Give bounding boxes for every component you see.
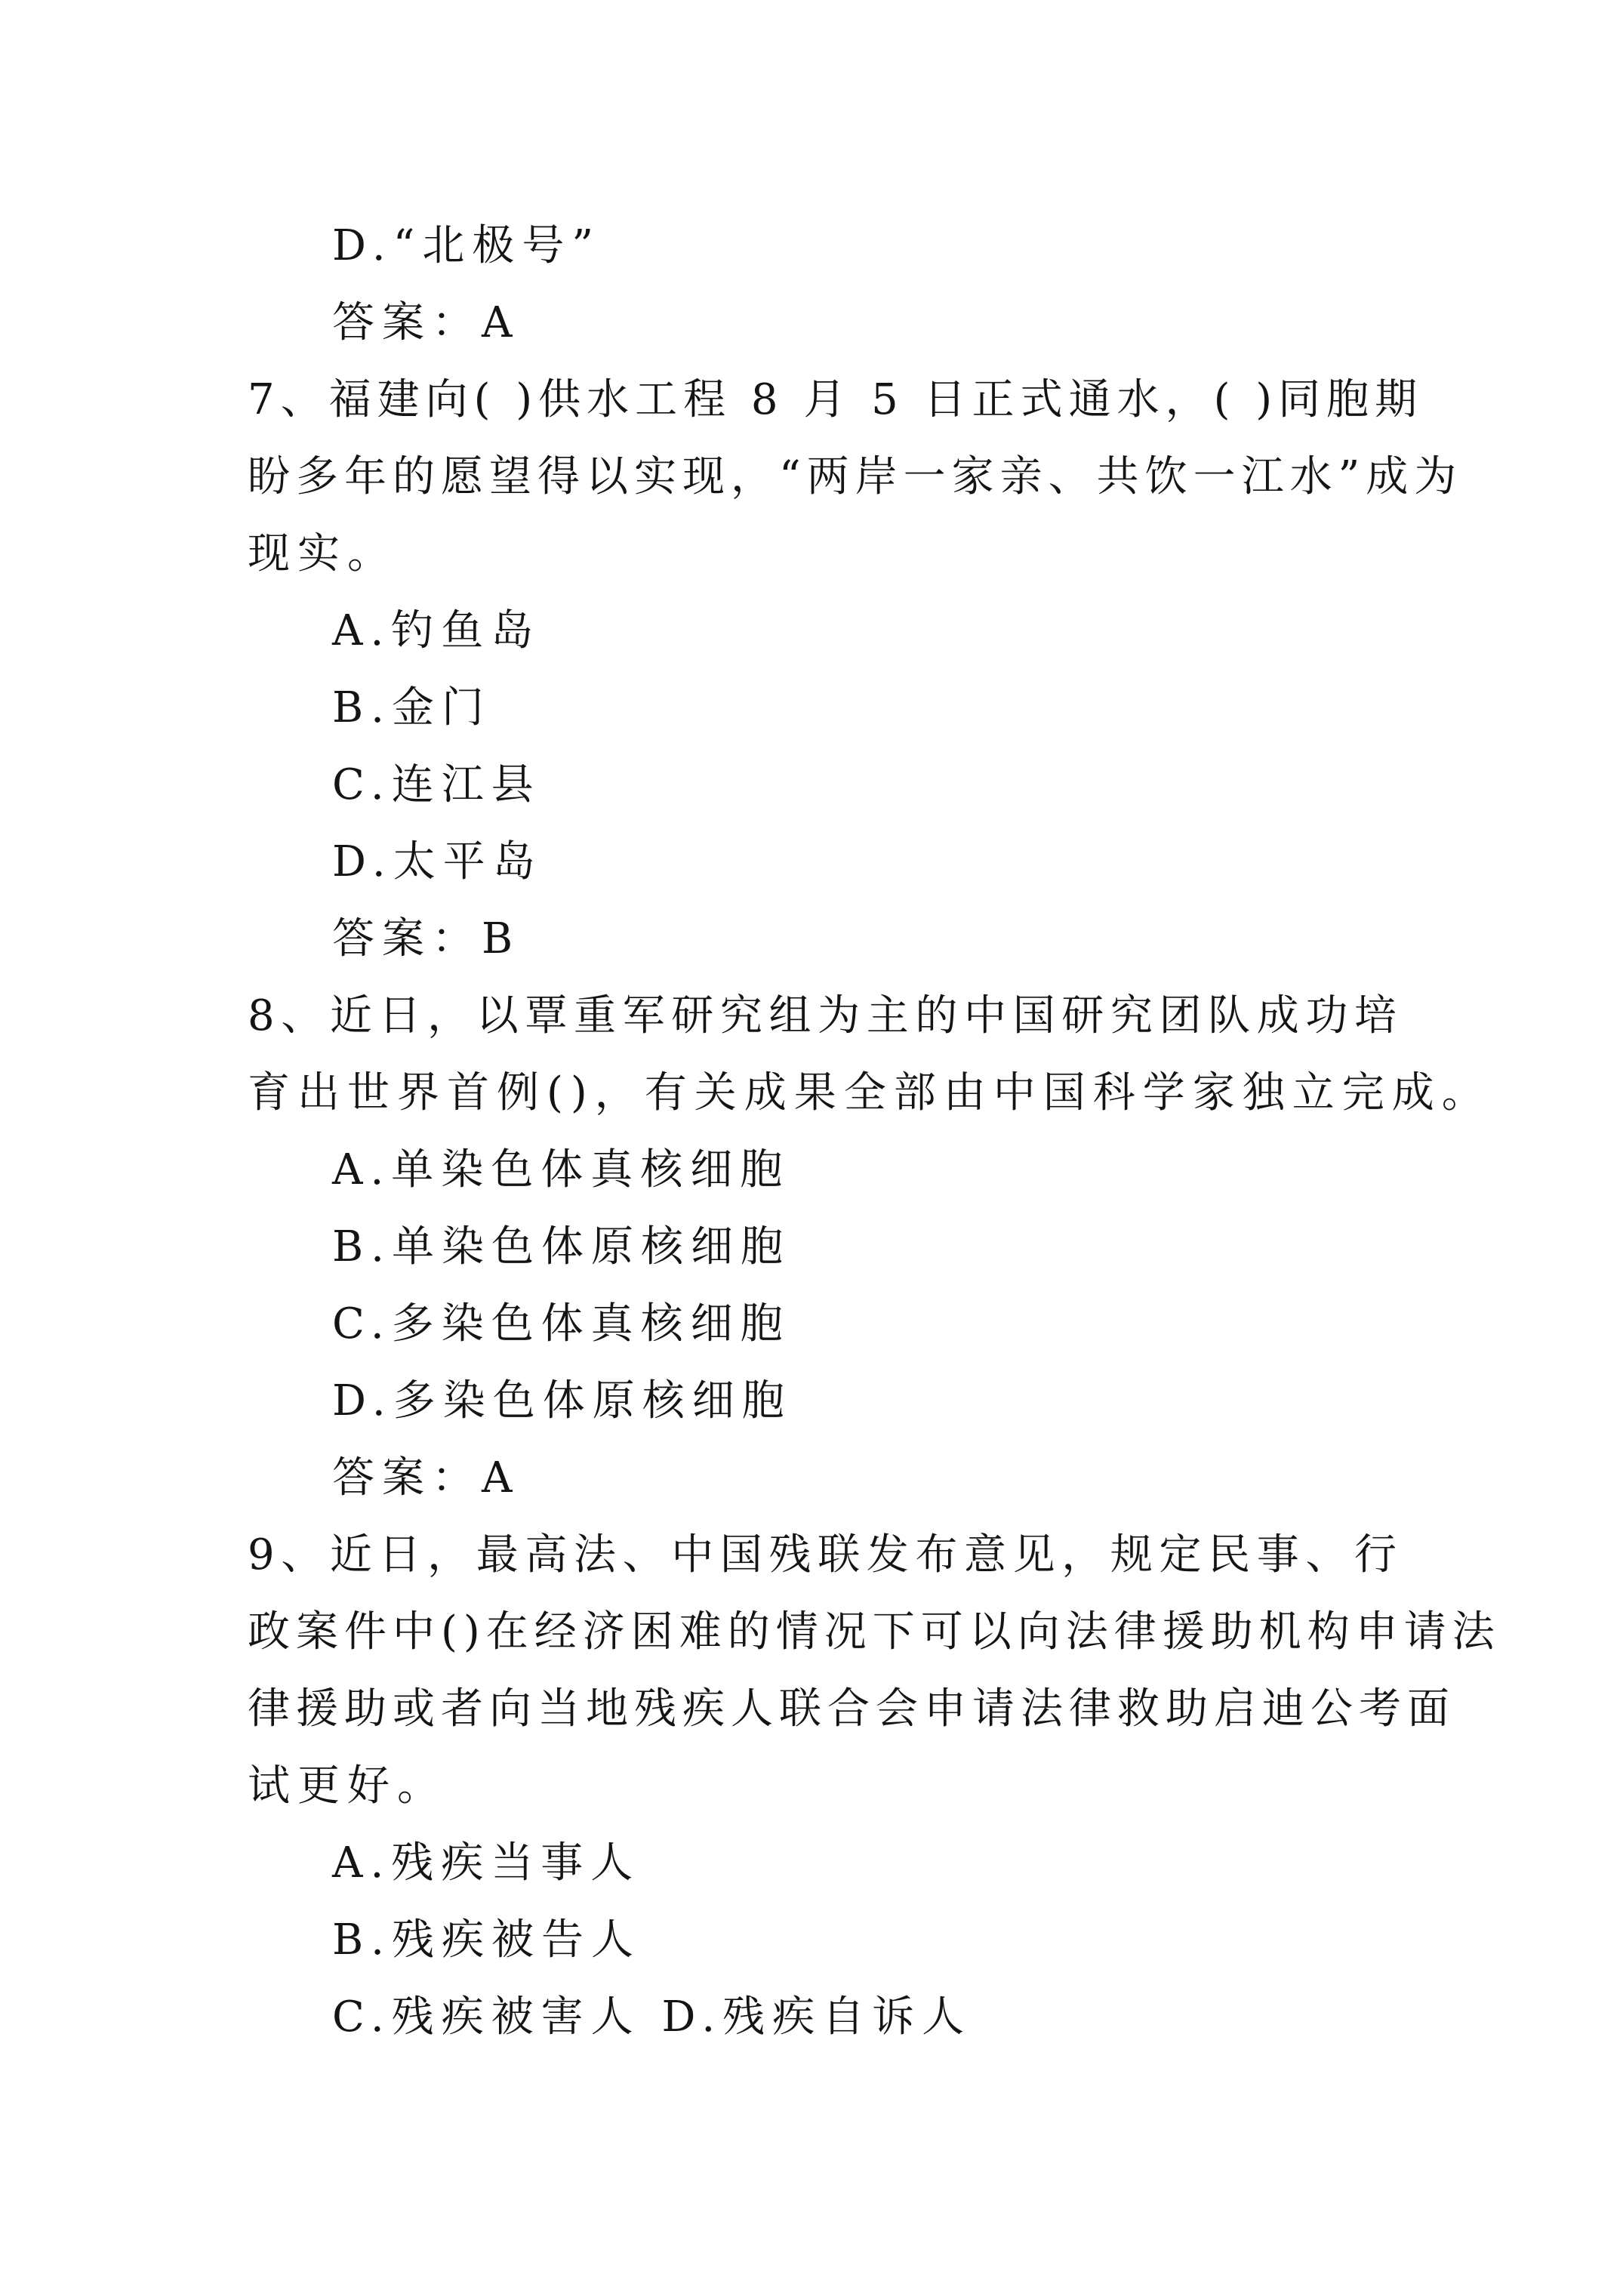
q9-stem-line-4: 试更好。 <box>248 1761 447 1811</box>
q7-option-b: B.金门 <box>332 683 491 732</box>
q7-option-a: A.钓鱼岛 <box>332 606 541 655</box>
q8-option-b: B.单染色体原核细胞 <box>332 1222 790 1271</box>
q9-option-a: A.残疾当事人 <box>332 1838 641 1888</box>
q8-stem-line-2: 育出世界首例()，有关成果全部由中国科学家独立完成。 <box>248 1068 1492 1117</box>
q8-option-a: A.单染色体真核细胞 <box>332 1145 790 1194</box>
q9-option-c-d: C.残疾被害人 D.残疾自诉人 <box>332 1992 972 2042</box>
q9-option-b: B.残疾被告人 <box>332 1915 641 1965</box>
q9-stem-line-2: 政案件中()在经济困难的情况下可以向法律援助机构申请法 <box>248 1607 1501 1657</box>
q7-option-d: D.太平岛 <box>332 837 543 886</box>
q8-stem-line-1: 8、近日，以覃重军研究组为主的中国研究团队成功培 <box>248 991 1403 1040</box>
q7-stem-line-2: 盼多年的愿望得以实现，“两岸一家亲、共饮一江水”成为 <box>248 452 1463 501</box>
q9-stem-line-3: 律援助或者向当地残疾人联合会申请法律救助启迪公考面 <box>248 1684 1455 1734</box>
q7-stem-line-3: 现实。 <box>248 529 397 578</box>
q6-answer: 答案：A <box>332 298 520 347</box>
q7-stem-line-1: 7、福建向( )供水工程 8 月 5 日正式通水，( )同胞期 <box>248 375 1424 424</box>
q7-answer: 答案：B <box>332 914 521 963</box>
q9-stem-line-1: 9、近日，最高法、中国残联发布意见，规定民事、行 <box>248 1530 1403 1579</box>
q6-option-d: D.“北极号” <box>332 221 601 270</box>
q8-option-d: D.多染色体原核细胞 <box>332 1376 792 1425</box>
q7-option-c: C.连江县 <box>332 760 541 809</box>
q8-answer: 答案：A <box>332 1453 520 1502</box>
q8-option-c: C.多染色体真核细胞 <box>332 1299 790 1348</box>
